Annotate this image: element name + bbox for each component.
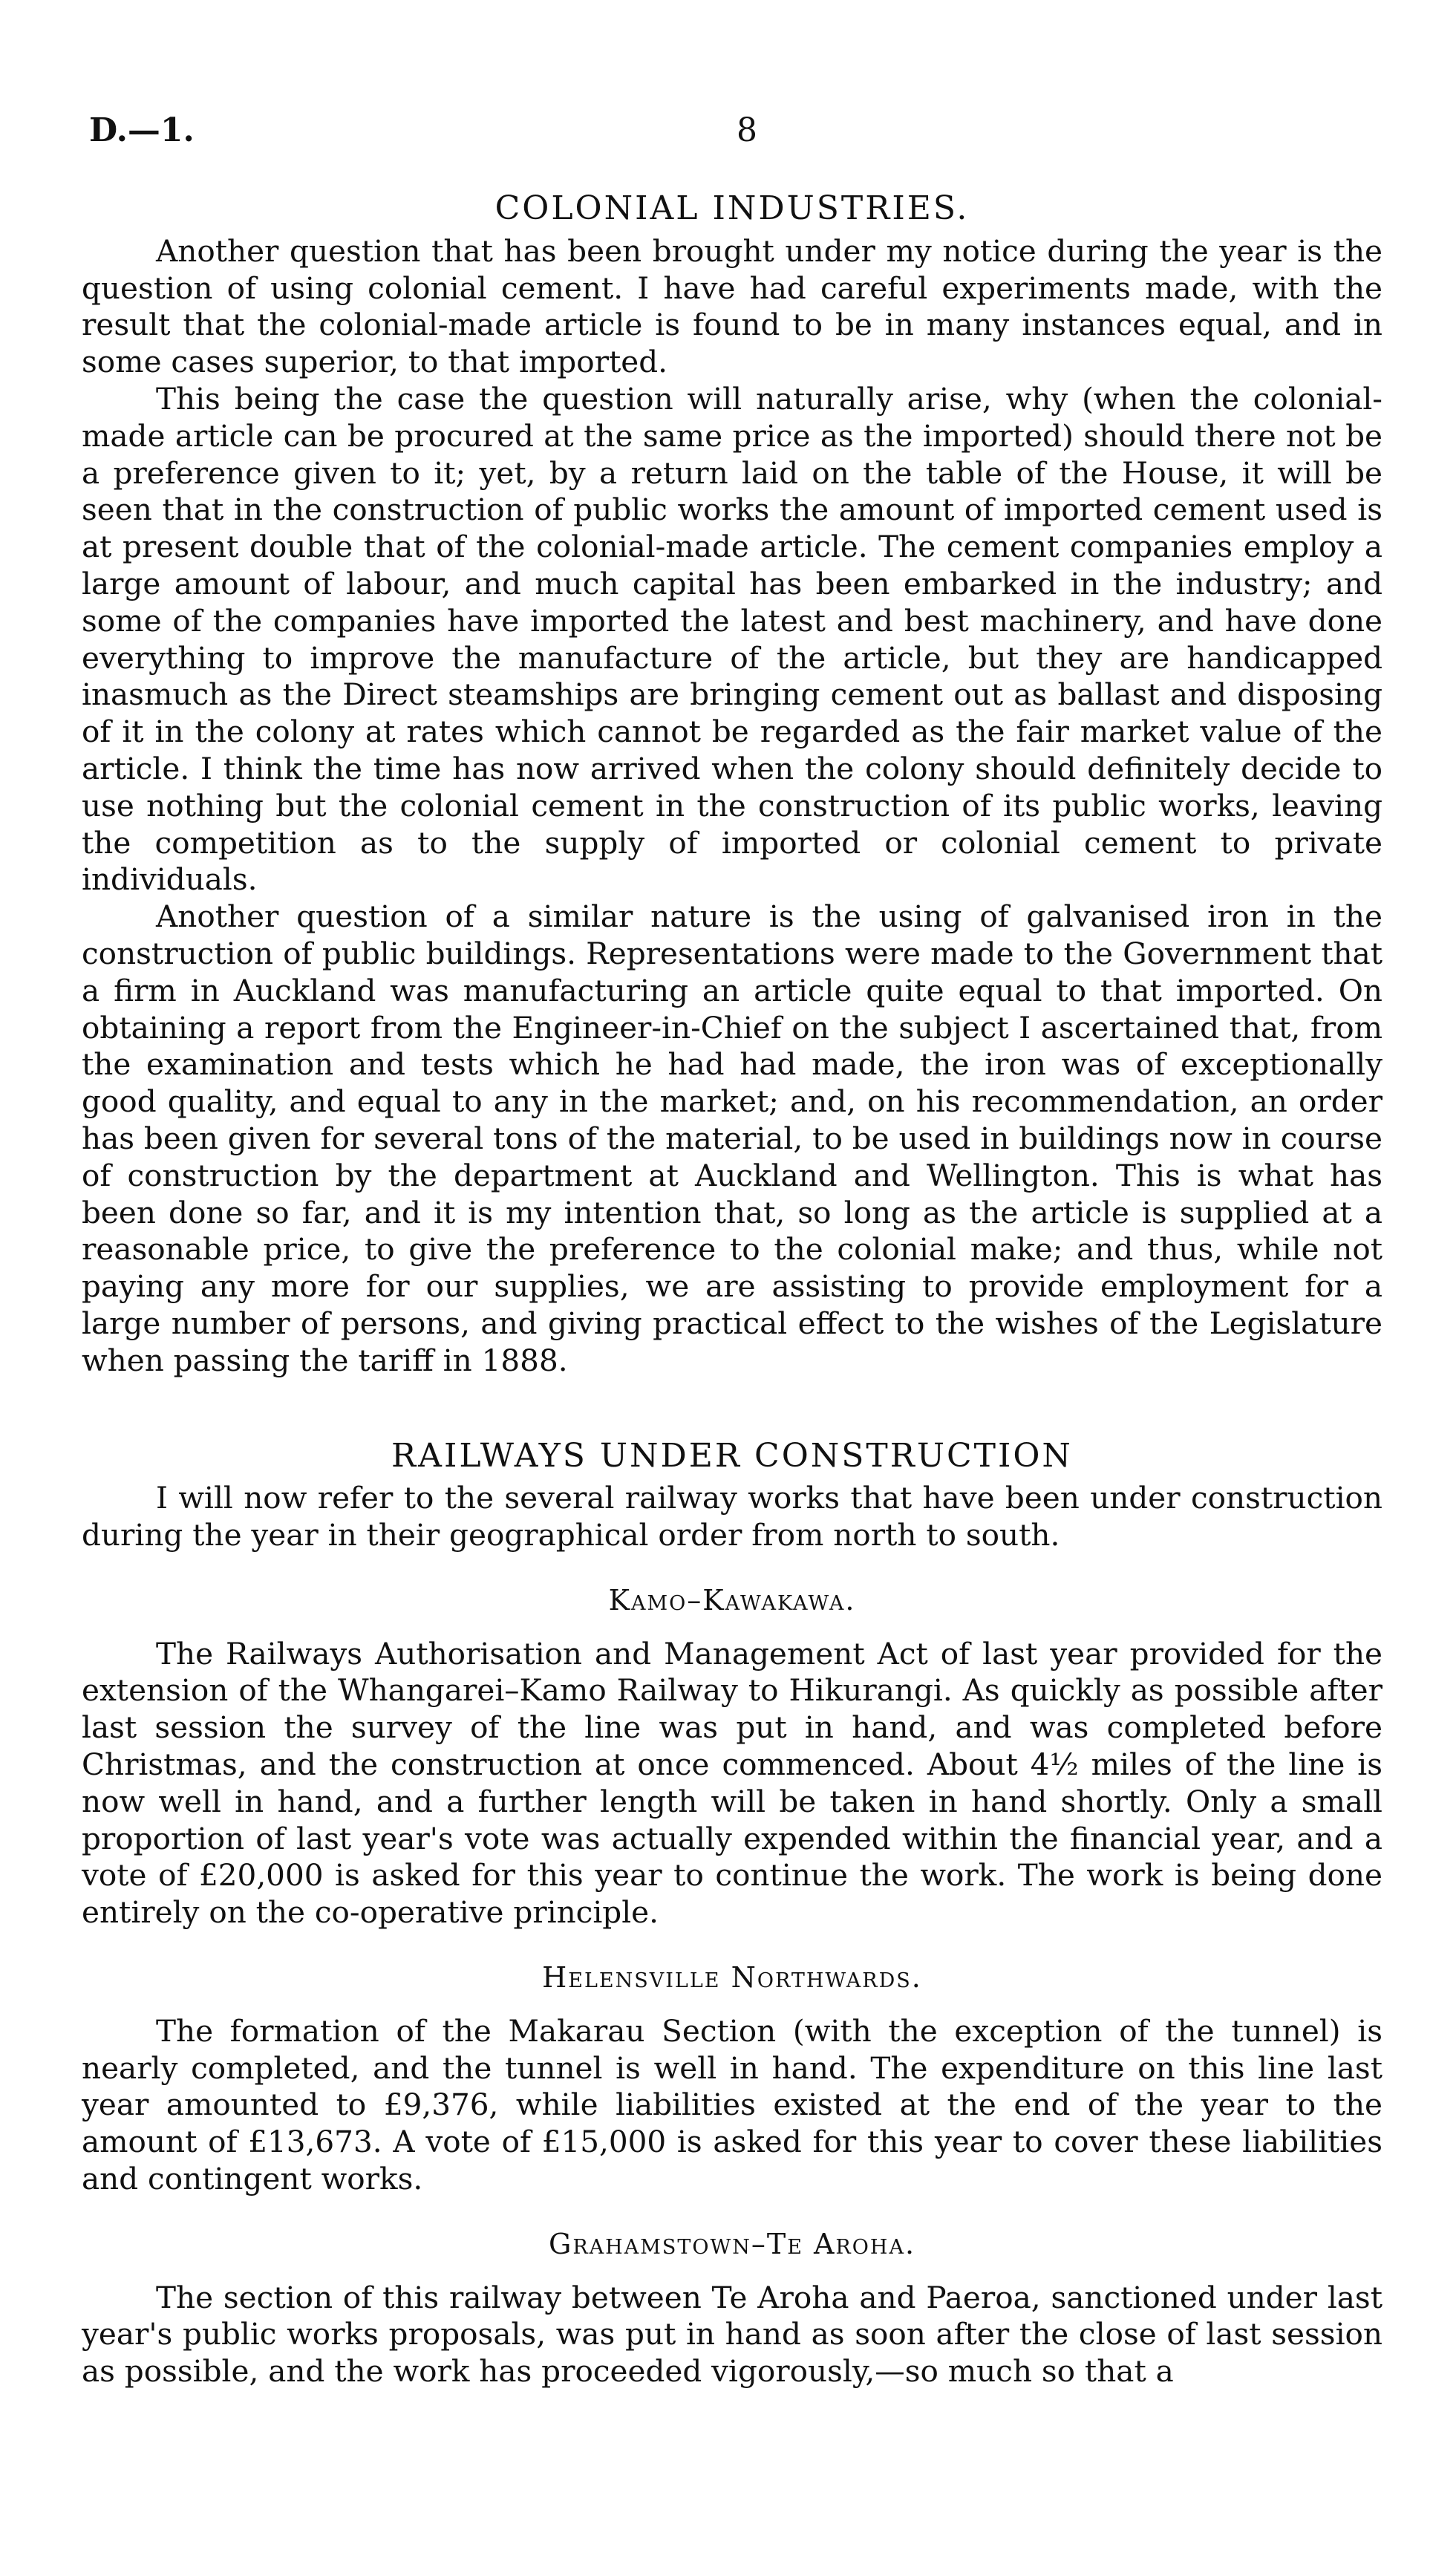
- paragraph-kamo-kawakawa: The Railways Authorisation and Management Act of last year provided for the extension of the Whangarei–Kamo Railway to Hikurangi. As quickly as possible after last session the survey of the line was put in hand, and was completed before Christmas, and the construction at once commenced. About 4½ miles of the line is now well in hand, and a further length will be taken in hand shortly. Only a small proportion of last year's vote was actually expended within the financial year, and a vote of £20,000 is asked for this year to continue the work. The work is being done entirely on the co-operative principle.: [82, 1635, 1382, 1931]
- subheading-kamo-kawakawa: Kamo–Kawakawa.: [608, 1583, 856, 1617]
- page-content: [82, 190, 1382, 2390]
- subheading-grahamstown-te-aroha: Grahamstown–Te Aroha.: [548, 2227, 916, 2260]
- paragraph-helensville-northwards: The formation of the Makarau Section (with the exception of the tunnel) is nearly completed, and the tunnel is well in hand. The expenditure on this line last year amounted to £9,376, while liabilities existed at the end of the year to the amount of £13,673. A vote of £15,000 is asked for this year to cover these liabilities and contingent works.: [82, 2012, 1382, 2197]
- document-reference: D.—1.: [89, 111, 195, 149]
- paragraph-cement-preference: This being the case the question will naturally arise, why (when the colonial-made article can be procured at the same price as the imported) should there not be a preference given to it; yet, by a return laid on the table of the House, it will be seen that in the construction of public works the amount of imported cement used is at present double that of the colonial-made article. The cement companies employ a large amount of labour, and much capital has been embarked in the industry; and some of the companies have imported the latest and best machinery, and have done everything to improve the manufacture of the article, but they are handicapped inasmuch as the Direct steamships are bringing cement out as ballast and disposing of it in the colony at rates which cannot be regarded as the fair market value of the article. I think the time has now arrived when the colony should definitely decide to use nothing but the colonial cement in the construction of its public works, leaving the competition as to the supply of imported or colonial cement to private individuals.: [82, 380, 1382, 898]
- paragraph-galvanised-iron: Another question of a similar nature is the using of galvanised iron in the construction of public buildings. Representations were made to the Government that a firm in Auckland was manufacturing an article quite equal to that imported. On obtaining a report from the Engineer-in-Chief on the subject I ascertained that, from the examination and tests which he had had made, the iron was of exceptionally good quality, and equal to any in the market; and, on his recommendation, an order has been given for several tons of the material, to be used in buildings now in course of construction by the department at Auckland and Wellington. This is what has been done so far, and it is my intention that, so long as the article is supplied at a reasonable price, to give the preference to the colonial make; and thus, while not paying any more for our supplies, we are assisting to provide employment for a large number of persons, and giving practical effect to the wishes of the Legislature when passing the tariff in 1888.: [82, 898, 1382, 1378]
- subheading-helensville-northwards: Helensville Northwards.: [542, 1961, 922, 1995]
- section-heading-railways: RAILWAYS UNDER CONSTRUCTION: [391, 1436, 1073, 1475]
- paragraph-railways-intro: I will now refer to the several railway works that have been under construction during the year in their geographical order from north to south.: [82, 1480, 1382, 1553]
- paragraph-grahamstown-te-aroha: The section of this railway between Te Aroha and Paeroa, sanctioned under last year's public works proposals, was put in hand as soon after the close of last session as possible, and the work has proceeded vigorously,—so much so that a: [82, 2279, 1382, 2390]
- page-number: 8: [737, 111, 757, 149]
- section-heading-colonial-industries: COLONIAL INDUSTRIES.: [494, 189, 970, 227]
- page-header: [89, 111, 1381, 163]
- paragraph-colonial-cement: Another question that has been brought under my notice during the year is the question of using colonial cement. I have had careful experiments made, with the result that the colonial-made article is found to be in many instances equal, and in some cases superior, to that imported.: [82, 232, 1382, 380]
